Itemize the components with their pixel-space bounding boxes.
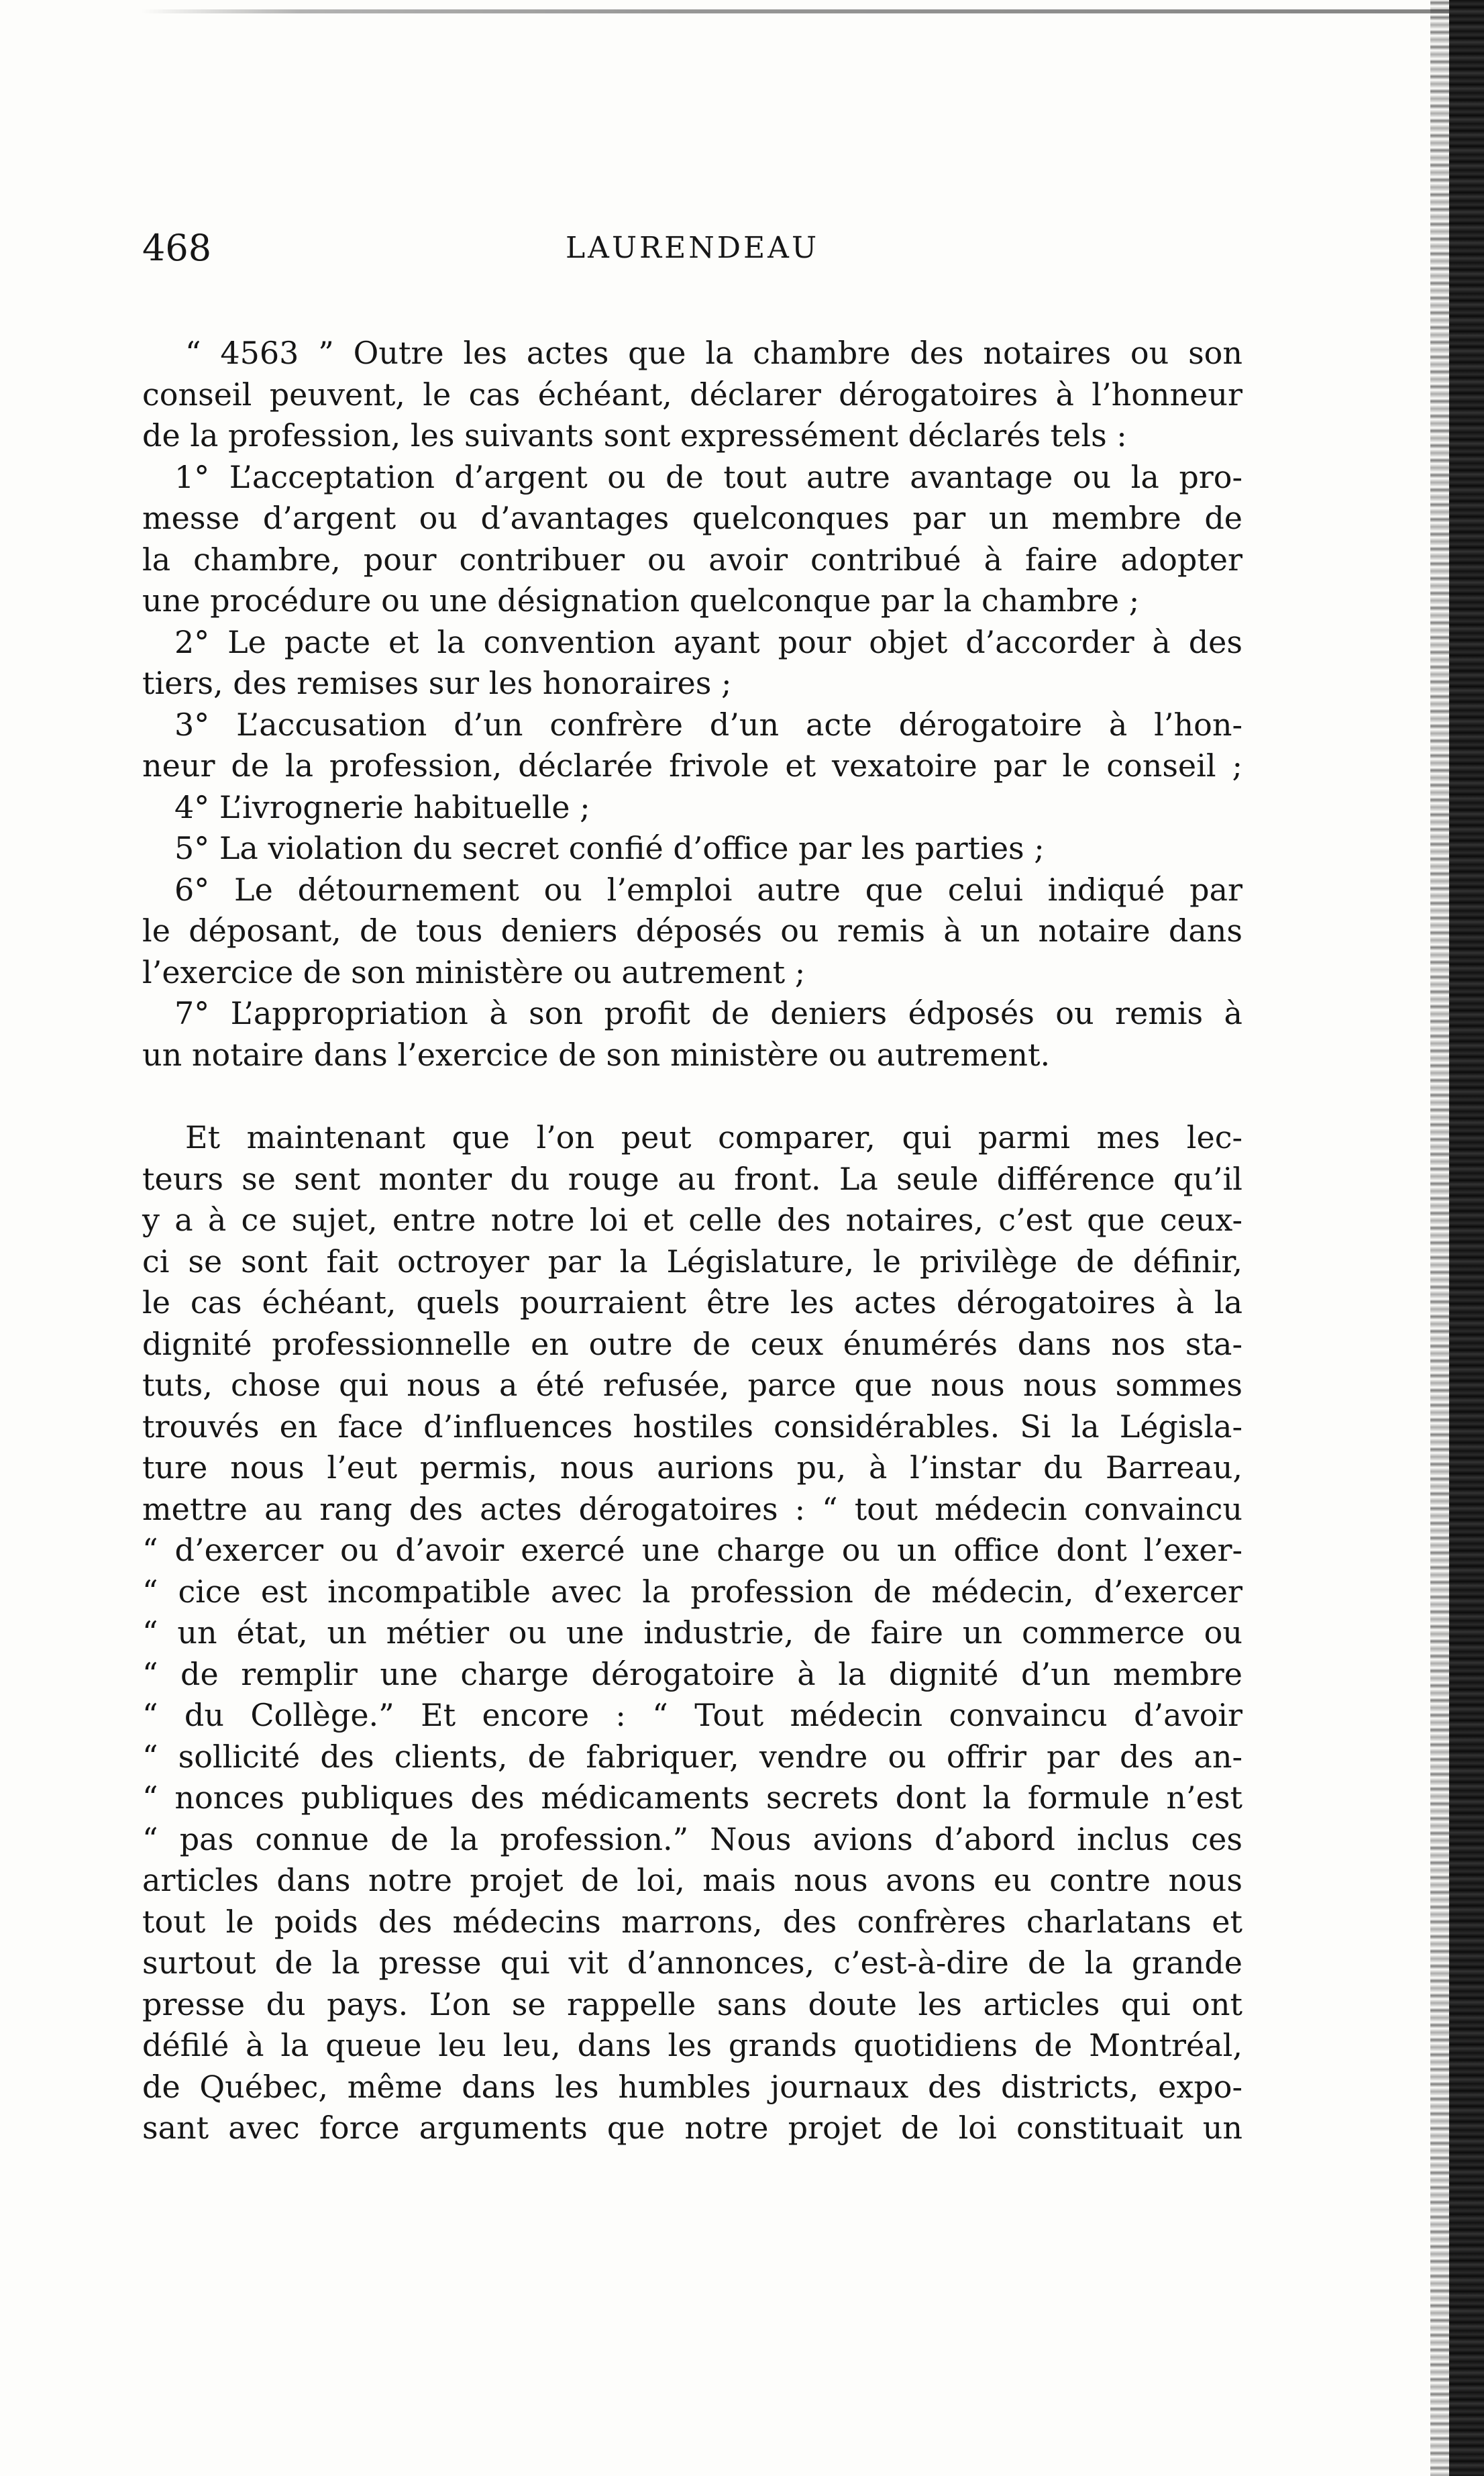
quote-line: 6° Le détournement ou l’emploi autre que celui indiqué par	[174, 871, 1242, 908]
body-line: tout le poids des médecins marrons, des confrères charlatans et	[142, 1903, 1242, 1940]
book-page	[142, 221, 1242, 2149]
body-line: sant avec force arguments que notre projet de loi constituait un	[142, 2110, 1242, 2146]
quote-line: 1° L’acceptation d’argent ou de tout autre avantage ou la pro-	[174, 458, 1242, 495]
page-number: 468	[142, 227, 212, 269]
body-line: teurs se sent monter du rouge au front. La seule différence qu’il	[142, 1160, 1242, 1197]
quote-line: messe d’argent ou d’avantages quelconques par un membre de	[142, 500, 1242, 536]
scan-edge-shadow	[1430, 0, 1449, 2476]
body-line: trouvés en face d’influences hostiles considérables. Si la Législa-	[142, 1408, 1242, 1445]
body-line: “ cice est incompatible avec la profession de médecin, d’exercer	[142, 1573, 1242, 1610]
quote-line: de la profession, les suivants sont expressément déclarés tels :	[142, 417, 1127, 454]
quote-line: 2° Le pacte et la convention ayant pour objet d’accorder à des	[174, 623, 1242, 660]
body-line: “ d’exercer ou d’avoir exercé une charge ou un office dont l’exer-	[142, 1532, 1242, 1568]
body-line: Et maintenant que l’on peut comparer, qui parmi mes lec-	[185, 1119, 1242, 1155]
body-line: y a à ce sujet, entre notre loi et celle des notaires, c’est que ceux-	[142, 1202, 1242, 1238]
quote-line: 3° L’accusation d’un confrère d’un acte dérogatoire à l’hon-	[174, 706, 1242, 743]
body-line: le cas échéant, quels pourraient être les actes dérogatoires à la	[142, 1284, 1242, 1321]
body-line: défilé à la queue leu leu, dans les grands quotidiens de Montréal,	[142, 2027, 1242, 2063]
body-line: dignité professionnelle en outre de ceux énumérés dans nos sta-	[142, 1325, 1242, 1362]
body-line: surtout de la presse qui vit d’annonces, c’est-à-dire de la grande	[142, 1945, 1242, 1981]
quote-line: l’exercice de son ministère ou autrement ;	[142, 953, 806, 990]
quote-line: 5° La violation du secret confié d’office par les parties ;	[174, 830, 1045, 866]
body-line: tuts, chose qui nous a été refusée, parce que nous nous sommes	[142, 1367, 1242, 1403]
quote-line: 7° L’appropriation à son profit de deniers édposés ou remis à	[174, 995, 1242, 1031]
body-line: presse du pays. L’on se rappelle sans doute les articles qui ont	[142, 1985, 1242, 2022]
body-line: “ de remplir une charge dérogatoire à la dignité d’un membre	[142, 1655, 1242, 1692]
quote-line: neur de la profession, déclarée frivole et vexatoire par le conseil ;	[142, 747, 1242, 784]
quote-line: 4° L’ivrognerie habituelle ;	[174, 788, 590, 825]
body-line: “ pas connue de la profession.” Nous avions d’abord inclus ces	[142, 1820, 1242, 1857]
quote-line: une procédure ou une désignation quelconque par la chambre ;	[142, 582, 1140, 619]
body-line: mettre au rang des actes dérogatoires : “ tout médecin convaincu	[142, 1490, 1242, 1527]
body-line: “ un état, un métier ou une industrie, de faire un commerce ou	[142, 1614, 1242, 1651]
quote-line: “ 4563 ” Outre les actes que la chambre des notaires ou son	[185, 335, 1242, 371]
body-line: articles dans notre projet de loi, mais nous avons eu contre nous	[142, 1862, 1242, 1898]
scan-top-rule	[141, 9, 1463, 13]
body-line: “ sollicité des clients, de fabriquer, vendre ou offrir par des an-	[142, 1738, 1242, 1775]
page-header	[142, 221, 1242, 275]
body-line: “ du Collège.” Et encore : “ Tout médecin convaincu d’avoir	[142, 1697, 1242, 1733]
body-line: de Québec, même dans les humbles journaux des districts, expo-	[142, 2068, 1242, 2105]
body-line: “ nonces publiques des médicaments secrets dont la formule n’est	[142, 1779, 1242, 1816]
quote-line: un notaire dans l’exercice de son ministère ou autrement.	[142, 1036, 1051, 1073]
body-line: ci se sont fait octroyer par la Législature, le privilège de définir,	[142, 1243, 1242, 1280]
scan-page-edge	[1449, 0, 1484, 2476]
running-head: LAURENDEAU	[565, 231, 820, 265]
quote-line: le déposant, de tous deniers déposés ou remis à un notaire dans	[142, 913, 1242, 949]
page-text	[142, 333, 1242, 2149]
quote-line: conseil peuvent, le cas échéant, déclarer dérogatoires à l’honneur	[142, 376, 1242, 413]
body-line: ture nous l’eut permis, nous aurions pu, à l’instar du Barreau,	[142, 1449, 1242, 1486]
quote-line: la chambre, pour contribuer ou avoir contribué à faire adopter	[142, 541, 1242, 578]
quote-line: tiers, des remises sur les honoraires ;	[142, 665, 732, 701]
